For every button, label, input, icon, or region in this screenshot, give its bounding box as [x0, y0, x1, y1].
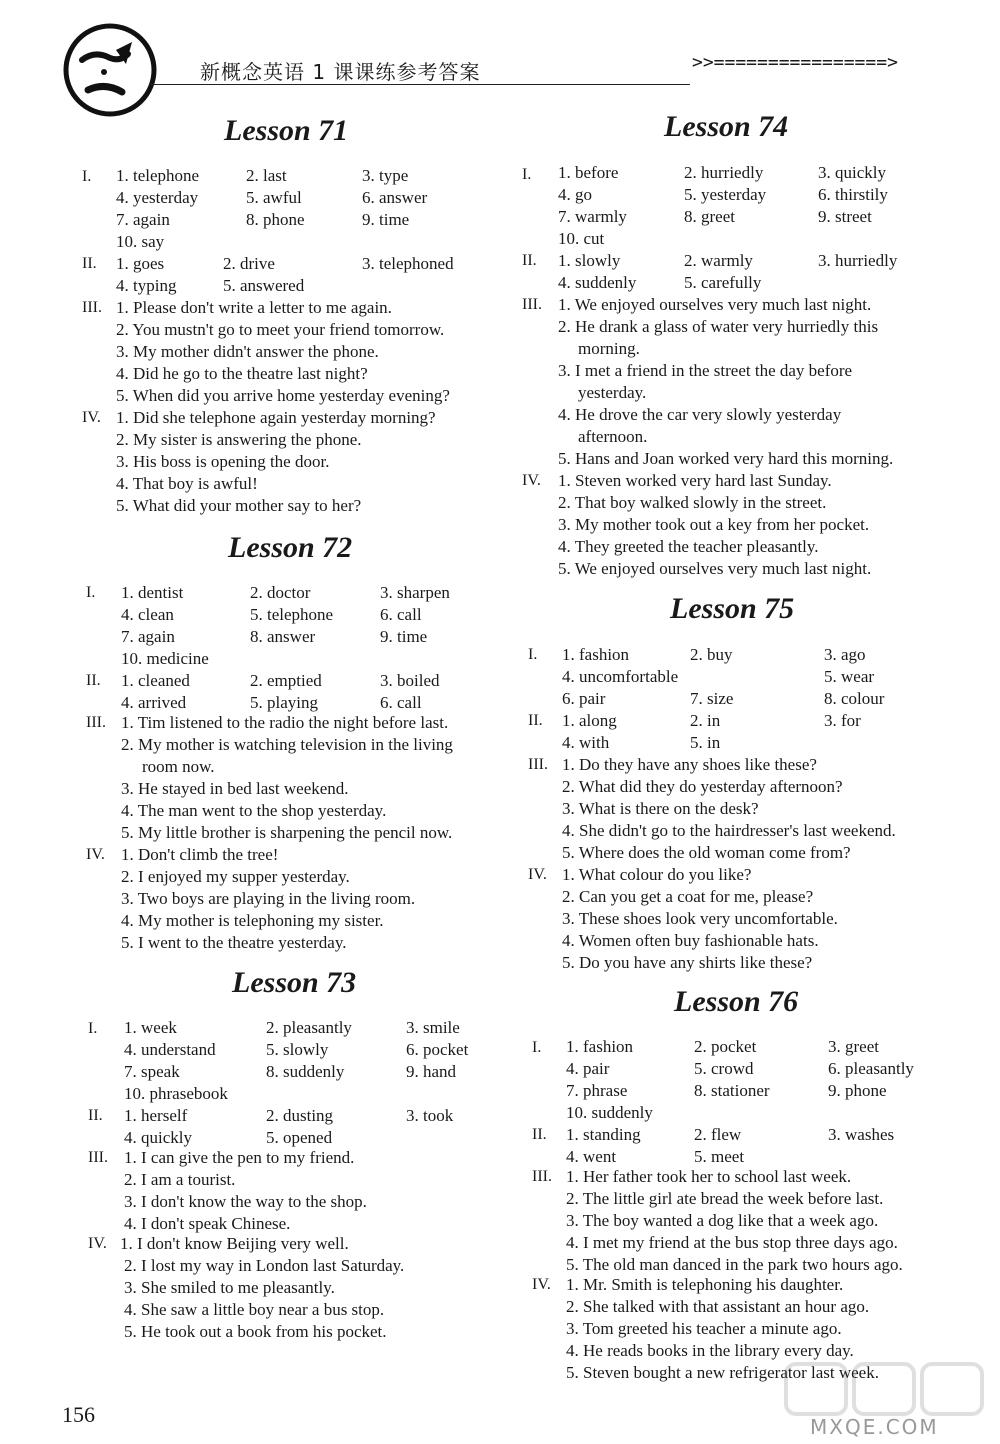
- l73-s4-item: 3. She smiled to me pleasantly.: [124, 1278, 335, 1297]
- l76-s3-item: 2. The little girl ate bread the week before last.: [566, 1189, 884, 1208]
- l74-section-4-label: IV.: [522, 472, 541, 489]
- l76-section-1-label: I.: [532, 1039, 542, 1056]
- l73-s1-item: 3. smile: [406, 1018, 460, 1037]
- header-title: 新概念英语 1 课课练参考答案: [200, 60, 481, 84]
- l74-s2-item: 2. warmly: [684, 251, 753, 270]
- l76-s1-item: 9. phone: [828, 1081, 887, 1100]
- l76-s1-item: 6. pleasantly: [828, 1059, 914, 1078]
- l76-s2-item: 5. meet: [694, 1147, 745, 1166]
- l76-s1-item: 3. greet: [828, 1037, 879, 1056]
- l73-s1-item: 1. week: [124, 1018, 177, 1037]
- l72-s1-item: 9. time: [380, 627, 428, 646]
- l71-section-1-label: I.: [82, 168, 92, 185]
- l74-section-2-label: II.: [522, 252, 537, 269]
- l71-s2-item: 4. typing: [116, 276, 177, 295]
- l72-s2-item: 5. playing: [250, 693, 318, 712]
- lesson-71-title: Lesson 71: [224, 114, 349, 147]
- l76-s4-item: 3. Tom greeted his teacher a minute ago.: [566, 1319, 842, 1338]
- l73-s2-item: 3. took: [406, 1106, 454, 1125]
- l72-s1-item: 8. answer: [250, 627, 316, 646]
- l72-s1-item: 2. doctor: [250, 583, 311, 602]
- l74-s1-item: 3. quickly: [818, 163, 886, 182]
- l76-s2-item: 1. standing: [566, 1125, 641, 1144]
- l72-s2-item: 1. cleaned: [121, 671, 190, 690]
- l71-s4-item: 4. That boy is awful!: [116, 474, 258, 493]
- l73-s1-item: 5. slowly: [266, 1040, 329, 1059]
- l71-s1-item: 7. again: [116, 210, 170, 229]
- l75-s4-item: 1. What colour do you like?: [562, 865, 752, 884]
- l73-s4-item: 1. I don't know Beijing very well.: [120, 1234, 349, 1253]
- l75-s4-item: 3. These shoes look very uncomfortable.: [562, 909, 838, 928]
- l73-section-1-label: I.: [88, 1020, 98, 1037]
- l74-s3-item: 4. He drove the car very slowly yesterday: [558, 405, 842, 424]
- l75-s1-item: 1. fashion: [562, 645, 630, 664]
- l76-section-3-label: III.: [532, 1168, 552, 1185]
- l72-s2-item: 4. arrived: [121, 693, 187, 712]
- l71-section-4-label: IV.: [82, 409, 101, 426]
- l74-s3-item: yesterday.: [578, 383, 647, 402]
- l71-s2-item: 1. goes: [116, 254, 165, 273]
- l76-s1-item: 7. phrase: [566, 1081, 628, 1100]
- l72-s3-item: 2. My mother is watching television in the living: [121, 735, 453, 754]
- watermark-text: MXQE.COM: [810, 1415, 939, 1439]
- l71-s2-item: 3. telephoned: [362, 254, 454, 273]
- lesson-76-title: Lesson 76: [674, 985, 799, 1018]
- l75-s1-item: 2. buy: [690, 645, 733, 664]
- l75-s3-item: 1. Do they have any shoes like these?: [562, 755, 817, 774]
- l72-s3-item: 1. Tim listened to the radio the night before last.: [121, 713, 449, 732]
- lesson-74-title: Lesson 74: [664, 110, 789, 143]
- l75-s4-item: 4. Women often buy fashionable hats.: [562, 931, 819, 950]
- l74-s4-item: 4. They greeted the teacher pleasantly.: [558, 537, 819, 556]
- l75-s2-item: 4. with: [562, 733, 610, 752]
- l76-s1-item: 10. suddenly: [566, 1103, 653, 1122]
- l74-s2-item: 4. suddenly: [558, 273, 637, 292]
- l71-s2-item: 2. drive: [223, 254, 275, 273]
- l71-section-3-label: III.: [82, 299, 102, 316]
- l74-s4-item: 2. That boy walked slowly in the street.: [558, 493, 827, 512]
- l71-s1-item: 4. yesterday: [116, 188, 199, 207]
- l75-s1-item: 8. colour: [824, 689, 885, 708]
- l75-s1-item: 5. wear: [824, 667, 875, 686]
- l75-s2-item: 2. in: [690, 711, 721, 730]
- l75-section-3-label: III.: [528, 756, 548, 773]
- l75-s4-item: 2. Can you get a coat for me, please?: [562, 887, 814, 906]
- l74-s4-item: 3. My mother took out a key from her pocket.: [558, 515, 870, 534]
- l73-s2-item: 2. dusting: [266, 1106, 334, 1125]
- l74-s3-item: morning.: [578, 339, 640, 358]
- l76-s2-item: 3. washes: [828, 1125, 895, 1144]
- l71-s1-item: 6. answer: [362, 188, 428, 207]
- l71-s1-item: 2. last: [246, 166, 287, 185]
- l74-s1-item: 9. street: [818, 207, 872, 226]
- l72-s4-item: 1. Don't climb the tree!: [121, 845, 279, 864]
- l76-s1-item: 8. stationer: [694, 1081, 770, 1100]
- l76-s3-item: 5. The old man danced in the park two hours ago.: [566, 1255, 903, 1274]
- l75-section-2-label: II.: [528, 712, 543, 729]
- l74-s4-item: 1. Steven worked very hard last Sunday.: [558, 471, 832, 490]
- l73-s3-item: 4. I don't speak Chinese.: [124, 1214, 291, 1233]
- l72-s3-item: 4. The man went to the shop yesterday.: [121, 801, 387, 820]
- l73-s3-item: 1. I can give the pen to my friend.: [124, 1148, 355, 1167]
- l71-s1-item: 3. type: [362, 166, 409, 185]
- l72-s2-item: 6. call: [380, 693, 422, 712]
- l76-s2-item: 4. went: [566, 1147, 617, 1166]
- l72-s1-item: 5. telephone: [250, 605, 334, 624]
- header-arrow: >>================>: [692, 52, 898, 73]
- l73-s2-item: 5. opened: [266, 1128, 333, 1147]
- l72-s1-item: 7. again: [121, 627, 175, 646]
- l71-s1-item: 5. awful: [246, 188, 302, 207]
- l71-s1-item: 10. say: [116, 232, 165, 251]
- l73-s1-item: 2. pleasantly: [266, 1018, 352, 1037]
- l71-s3-item: 5. When did you arrive home yesterday evening?: [116, 386, 450, 405]
- l74-s2-item: 5. carefully: [684, 273, 762, 292]
- l71-s4-item: 3. His boss is opening the door.: [116, 452, 330, 471]
- l72-s4-item: 5. I went to the theatre yesterday.: [121, 933, 347, 952]
- l72-s4-item: 4. My mother is telephoning my sister.: [121, 911, 384, 930]
- l72-s1-item: 4. clean: [121, 605, 174, 624]
- l73-section-4-label: IV.: [88, 1235, 107, 1252]
- l74-s1-item: 8. greet: [684, 207, 735, 226]
- l76-s1-item: 2. pocket: [694, 1037, 757, 1056]
- page-number: 156: [62, 1402, 95, 1427]
- l74-s2-item: 3. hurriedly: [818, 251, 898, 270]
- l71-s4-item: 1. Did she telephone again yesterday morning?: [116, 408, 436, 427]
- l75-s3-item: 5. Where does the old woman come from?: [562, 843, 851, 862]
- l76-s3-item: 4. I met my friend at the bus stop three days ago.: [566, 1233, 898, 1252]
- l75-section-4-label: IV.: [528, 866, 547, 883]
- l76-s3-item: 3. The boy wanted a dog like that a week ago.: [566, 1211, 879, 1230]
- l75-s4-item: 5. Do you have any shirts like these?: [562, 953, 813, 972]
- l75-s2-item: 5. in: [690, 733, 721, 752]
- l76-s1-item: 4. pair: [566, 1059, 610, 1078]
- l75-s1-item: 6. pair: [562, 689, 606, 708]
- l74-section-3-label: III.: [522, 296, 542, 313]
- l72-s2-item: 2. emptied: [250, 671, 322, 690]
- l74-s1-item: 5. yesterday: [684, 185, 767, 204]
- l76-s4-item: 4. He reads books in the library every day.: [566, 1341, 854, 1360]
- l75-s2-item: 1. along: [562, 711, 617, 730]
- l71-s4-item: 5. What did your mother say to her?: [116, 496, 362, 515]
- l75-s1-item: 7. size: [690, 689, 734, 708]
- l73-s1-item: 6. pocket: [406, 1040, 469, 1059]
- l72-s2-item: 3. boiled: [380, 671, 440, 690]
- l72-s3-item: 5. My little brother is sharpening the pencil now.: [121, 823, 453, 842]
- l74-s3-item: afternoon.: [578, 427, 648, 446]
- l74-s1-item: 4. go: [558, 185, 592, 204]
- l74-s4-item: 5. We enjoyed ourselves very much last night.: [558, 559, 872, 578]
- l72-s1-item: 1. dentist: [121, 583, 184, 602]
- l76-s4-item: 1. Mr. Smith is telephoning his daughter.: [566, 1275, 844, 1294]
- l73-s2-item: 4. quickly: [124, 1128, 192, 1147]
- l73-s1-item: 9. hand: [406, 1062, 457, 1081]
- l73-s4-item: 2. I lost my way in London last Saturday.: [124, 1256, 405, 1275]
- l74-s1-item: 6. thirstily: [818, 185, 888, 204]
- l73-s2-item: 1. herself: [124, 1106, 188, 1125]
- l76-s4-item: 2. She talked with that assistant an hour ago.: [566, 1297, 870, 1316]
- l74-s1-item: 10. cut: [558, 229, 605, 248]
- l75-s1-item: 4. uncomfortable: [562, 667, 679, 686]
- l76-section-4-label: IV.: [532, 1276, 551, 1293]
- l71-s1-item: 8. phone: [246, 210, 305, 229]
- lesson-73-title: Lesson 73: [232, 966, 357, 999]
- header-divider: [150, 84, 690, 85]
- l75-s3-item: 3. What is there on the desk?: [562, 799, 759, 818]
- l72-s4-item: 2. I enjoyed my supper yesterday.: [121, 867, 350, 886]
- l71-s3-item: 3. My mother didn't answer the phone.: [116, 342, 379, 361]
- l74-s3-item: 2. He drank a glass of water very hurriedly this: [558, 317, 879, 336]
- l76-s3-item: 1. Her father took her to school last week.: [566, 1167, 852, 1186]
- lesson-75-title: Lesson 75: [670, 592, 795, 625]
- page-header: [0, 0, 1000, 110]
- l71-section-2-label: II.: [82, 255, 97, 272]
- l72-s1-item: 3. sharpen: [380, 583, 450, 602]
- l73-s1-item: 7. speak: [124, 1062, 180, 1081]
- l71-s1-item: 9. time: [362, 210, 410, 229]
- l74-s1-item: 2. hurriedly: [684, 163, 764, 182]
- l75-s3-item: 4. She didn't go to the hairdresser's last weekend.: [562, 821, 896, 840]
- l72-s1-item: 6. call: [380, 605, 422, 624]
- l75-s3-item: 2. What did they do yesterday afternoon?: [562, 777, 843, 796]
- l74-s3-item: 1. We enjoyed ourselves very much last night.: [558, 295, 872, 314]
- l73-s1-item: 4. understand: [124, 1040, 216, 1059]
- l73-section-2-label: II.: [88, 1107, 103, 1124]
- l72-section-4-label: IV.: [86, 846, 105, 863]
- l76-s1-item: 1. fashion: [566, 1037, 634, 1056]
- l74-s1-item: 1. before: [558, 163, 619, 182]
- l71-s4-item: 2. My sister is answering the phone.: [116, 430, 362, 449]
- l74-s1-item: 7. warmly: [558, 207, 627, 226]
- l73-s1-item: 8. suddenly: [266, 1062, 345, 1081]
- l71-s2-item: 5. answered: [223, 276, 305, 295]
- l74-s2-item: 1. slowly: [558, 251, 621, 270]
- l72-s4-item: 3. Two boys are playing in the living room.: [121, 889, 416, 908]
- l76-s4-item: 5. Steven bought a new refrigerator last week.: [566, 1363, 879, 1382]
- l74-section-1-label: I.: [522, 166, 532, 183]
- l74-s3-item: 3. I met a friend in the street the day before: [558, 361, 853, 380]
- l71-s1-item: 1. telephone: [116, 166, 200, 185]
- l76-s2-item: 2. flew: [694, 1125, 742, 1144]
- l75-section-1-label: I.: [528, 646, 538, 663]
- l73-section-3-label: III.: [88, 1149, 108, 1166]
- l76-section-2-label: II.: [532, 1126, 547, 1143]
- lesson-72-title: Lesson 72: [228, 531, 353, 564]
- l73-s3-item: 2. I am a tourist.: [124, 1170, 236, 1189]
- l72-s3-item: room now.: [142, 757, 215, 776]
- l71-s3-item: 1. Please don't write a letter to me again.: [116, 298, 392, 317]
- l71-s3-item: 4. Did he go to the theatre last night?: [116, 364, 368, 383]
- l72-section-1-label: I.: [86, 584, 96, 601]
- l76-s1-item: 5. crowd: [694, 1059, 754, 1078]
- ink-bird-logo-icon: [60, 20, 160, 120]
- l72-section-3-label: III.: [86, 714, 106, 731]
- l74-s3-item: 5. Hans and Joan worked very hard this morning.: [558, 449, 894, 468]
- l71-s3-item: 2. You mustn't go to meet your friend tomorrow.: [116, 320, 445, 339]
- l73-s1-item: 10. phrasebook: [124, 1084, 228, 1103]
- l75-s2-item: 3. for: [824, 711, 861, 730]
- l73-s4-item: 4. She saw a little boy near a bus stop.: [124, 1300, 385, 1319]
- l73-s4-item: 5. He took out a book from his pocket.: [124, 1322, 387, 1341]
- l72-s3-item: 3. He stayed in bed last weekend.: [121, 779, 349, 798]
- l72-s1-item: 10. medicine: [121, 649, 209, 668]
- l75-s1-item: 3. ago: [824, 645, 866, 664]
- l73-s3-item: 3. I don't know the way to the shop.: [124, 1192, 367, 1211]
- l72-section-2-label: II.: [86, 672, 101, 689]
